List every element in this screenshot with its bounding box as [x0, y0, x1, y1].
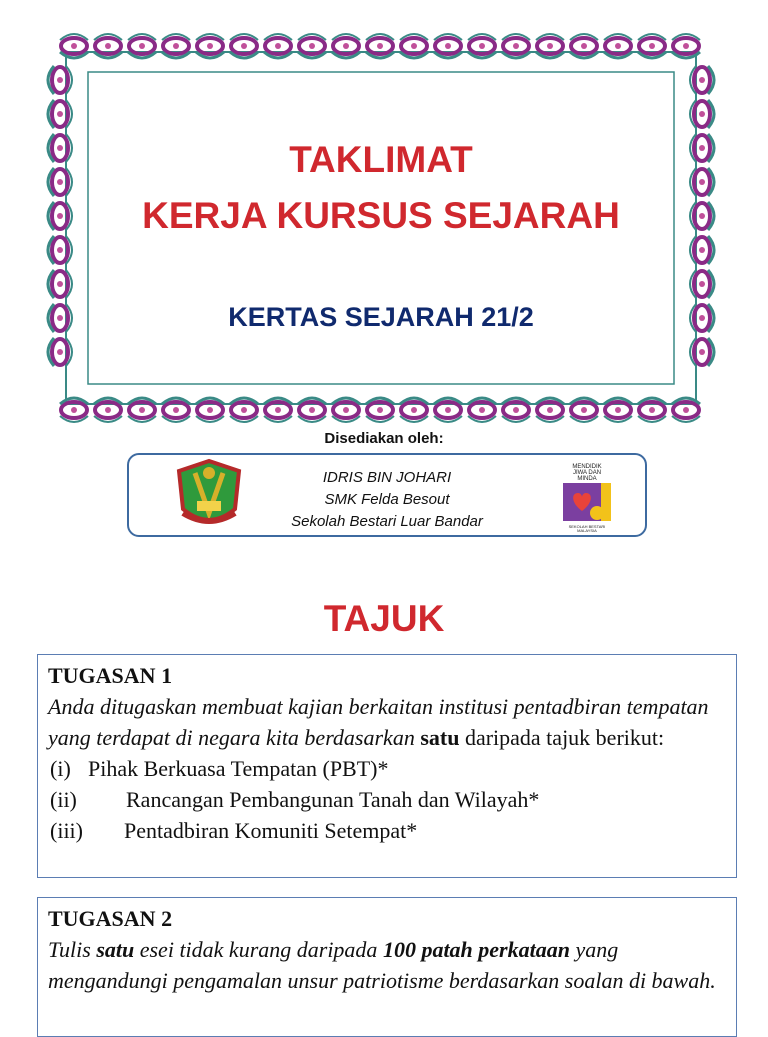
task-1-description	[48, 691, 726, 753]
task-1-option	[48, 815, 726, 846]
frame-ornament	[332, 398, 360, 422]
svg-text:MINDA: MINDA	[577, 476, 597, 482]
option-number: (i)	[50, 756, 71, 781]
task-2-text-c: yang mengandungi pengamalan unsur patriotisme berdasarkan soalan di bawah.	[48, 937, 716, 993]
task-1-text-a: Anda ditugaskan membuat kajian berkaitan institusi pentadbiran tempatan yang terdapat di negara kita berdasarkan	[48, 694, 709, 750]
frame-ornament	[196, 34, 224, 58]
task-1-title: TUGASAN 1	[48, 663, 173, 688]
frame-ornament	[434, 34, 462, 58]
author-school: SMK Felda Besout	[324, 491, 450, 508]
task-2-text-bold-1: satu	[96, 937, 135, 962]
smart-school-logo	[557, 461, 617, 533]
svg-text:SEKOLAH BESTARI: SEKOLAH BESTARI	[568, 524, 606, 529]
prepared-by-label: Disediakan oleh:	[324, 430, 444, 447]
option-text: Rancangan Pembangunan Tanah dan Wilayah*	[126, 787, 540, 812]
frame-ornament	[672, 398, 700, 422]
frame-ornament	[162, 398, 190, 422]
svg-text:MALAYSIA: MALAYSIA	[577, 528, 597, 533]
frame-ornament	[468, 34, 496, 58]
option-text: Pihak Berkuasa Tempatan (PBT)*	[88, 756, 389, 781]
author-school-category: Sekolah Bestari Luar Bandar	[291, 513, 483, 530]
frame-ornament	[502, 34, 530, 58]
frame-ornament	[638, 398, 666, 422]
frame-ornament	[332, 34, 360, 58]
frame-ornament	[468, 398, 496, 422]
frame-ornament	[400, 398, 428, 422]
frame-ornament	[94, 34, 122, 58]
frame-ornament	[230, 34, 258, 58]
task-1-option	[48, 753, 726, 784]
frame-ornament	[48, 270, 72, 298]
title-line-1: TAKLIMAT	[289, 139, 473, 180]
cover-title	[44, 132, 718, 244]
frame-ornament	[536, 34, 564, 58]
section-heading: TAJUK	[323, 598, 445, 639]
task-2-box	[37, 897, 737, 1037]
frame-ornament	[502, 398, 530, 422]
frame-ornament	[366, 34, 394, 58]
frame-ornament	[128, 34, 156, 58]
frame-ornament	[48, 338, 72, 366]
task-2-title: TUGASAN 2	[48, 906, 173, 931]
frame-ornament	[604, 34, 632, 58]
frame-ornament	[536, 398, 564, 422]
frame-ornament	[434, 398, 462, 422]
frame-ornament	[690, 270, 714, 298]
task-2-text-bold-2: 100 patah perkataan	[382, 937, 570, 962]
svg-text:JIWA DAN: JIWA DAN	[572, 470, 602, 476]
frame-ornament	[690, 338, 714, 366]
frame-ornament	[638, 34, 666, 58]
task-2-text-a: Tulis	[48, 937, 97, 962]
frame-ornament	[128, 398, 156, 422]
frame-ornament	[60, 398, 88, 422]
task-1-box	[37, 654, 737, 878]
author-box	[127, 453, 647, 537]
frame-ornament	[162, 34, 190, 58]
option-number: (ii)	[50, 787, 77, 812]
frame-ornament	[366, 398, 394, 422]
frame-ornament	[48, 66, 72, 94]
frame-ornament	[60, 34, 88, 58]
frame-ornament	[196, 398, 224, 422]
author-name: IDRIS BIN JOHARI	[322, 469, 452, 486]
task-1-text-bold: satu	[420, 725, 460, 750]
frame-ornament	[672, 34, 700, 58]
task-1-option	[48, 784, 726, 815]
frame-ornament	[298, 34, 326, 58]
frame-ornament	[690, 100, 714, 128]
frame-ornament	[570, 398, 598, 422]
svg-text:MENDIDIK: MENDIDIK	[572, 464, 602, 470]
frame-ornament	[48, 100, 72, 128]
frame-ornament	[298, 398, 326, 422]
option-text: Pentadbiran Komuniti Setempat*	[124, 818, 418, 843]
frame-ornament	[94, 398, 122, 422]
task-2-text-b: esei tidak kurang daripada	[134, 937, 383, 962]
frame-ornament	[570, 34, 598, 58]
frame-ornament	[264, 34, 292, 58]
option-number: (iii)	[50, 818, 83, 843]
task-2-description	[48, 934, 726, 996]
title-line-2: KERJA KURSUS SEJARAH	[142, 195, 620, 236]
frame-ornament	[604, 398, 632, 422]
frame-ornament	[264, 398, 292, 422]
frame-ornament	[690, 66, 714, 94]
task-1-text-b: daripada tajuk berikut:	[459, 725, 665, 750]
frame-ornament	[400, 34, 428, 58]
frame-ornament	[230, 398, 258, 422]
cover-subtitle: KERTAS SEJARAH 21/2	[228, 302, 534, 332]
